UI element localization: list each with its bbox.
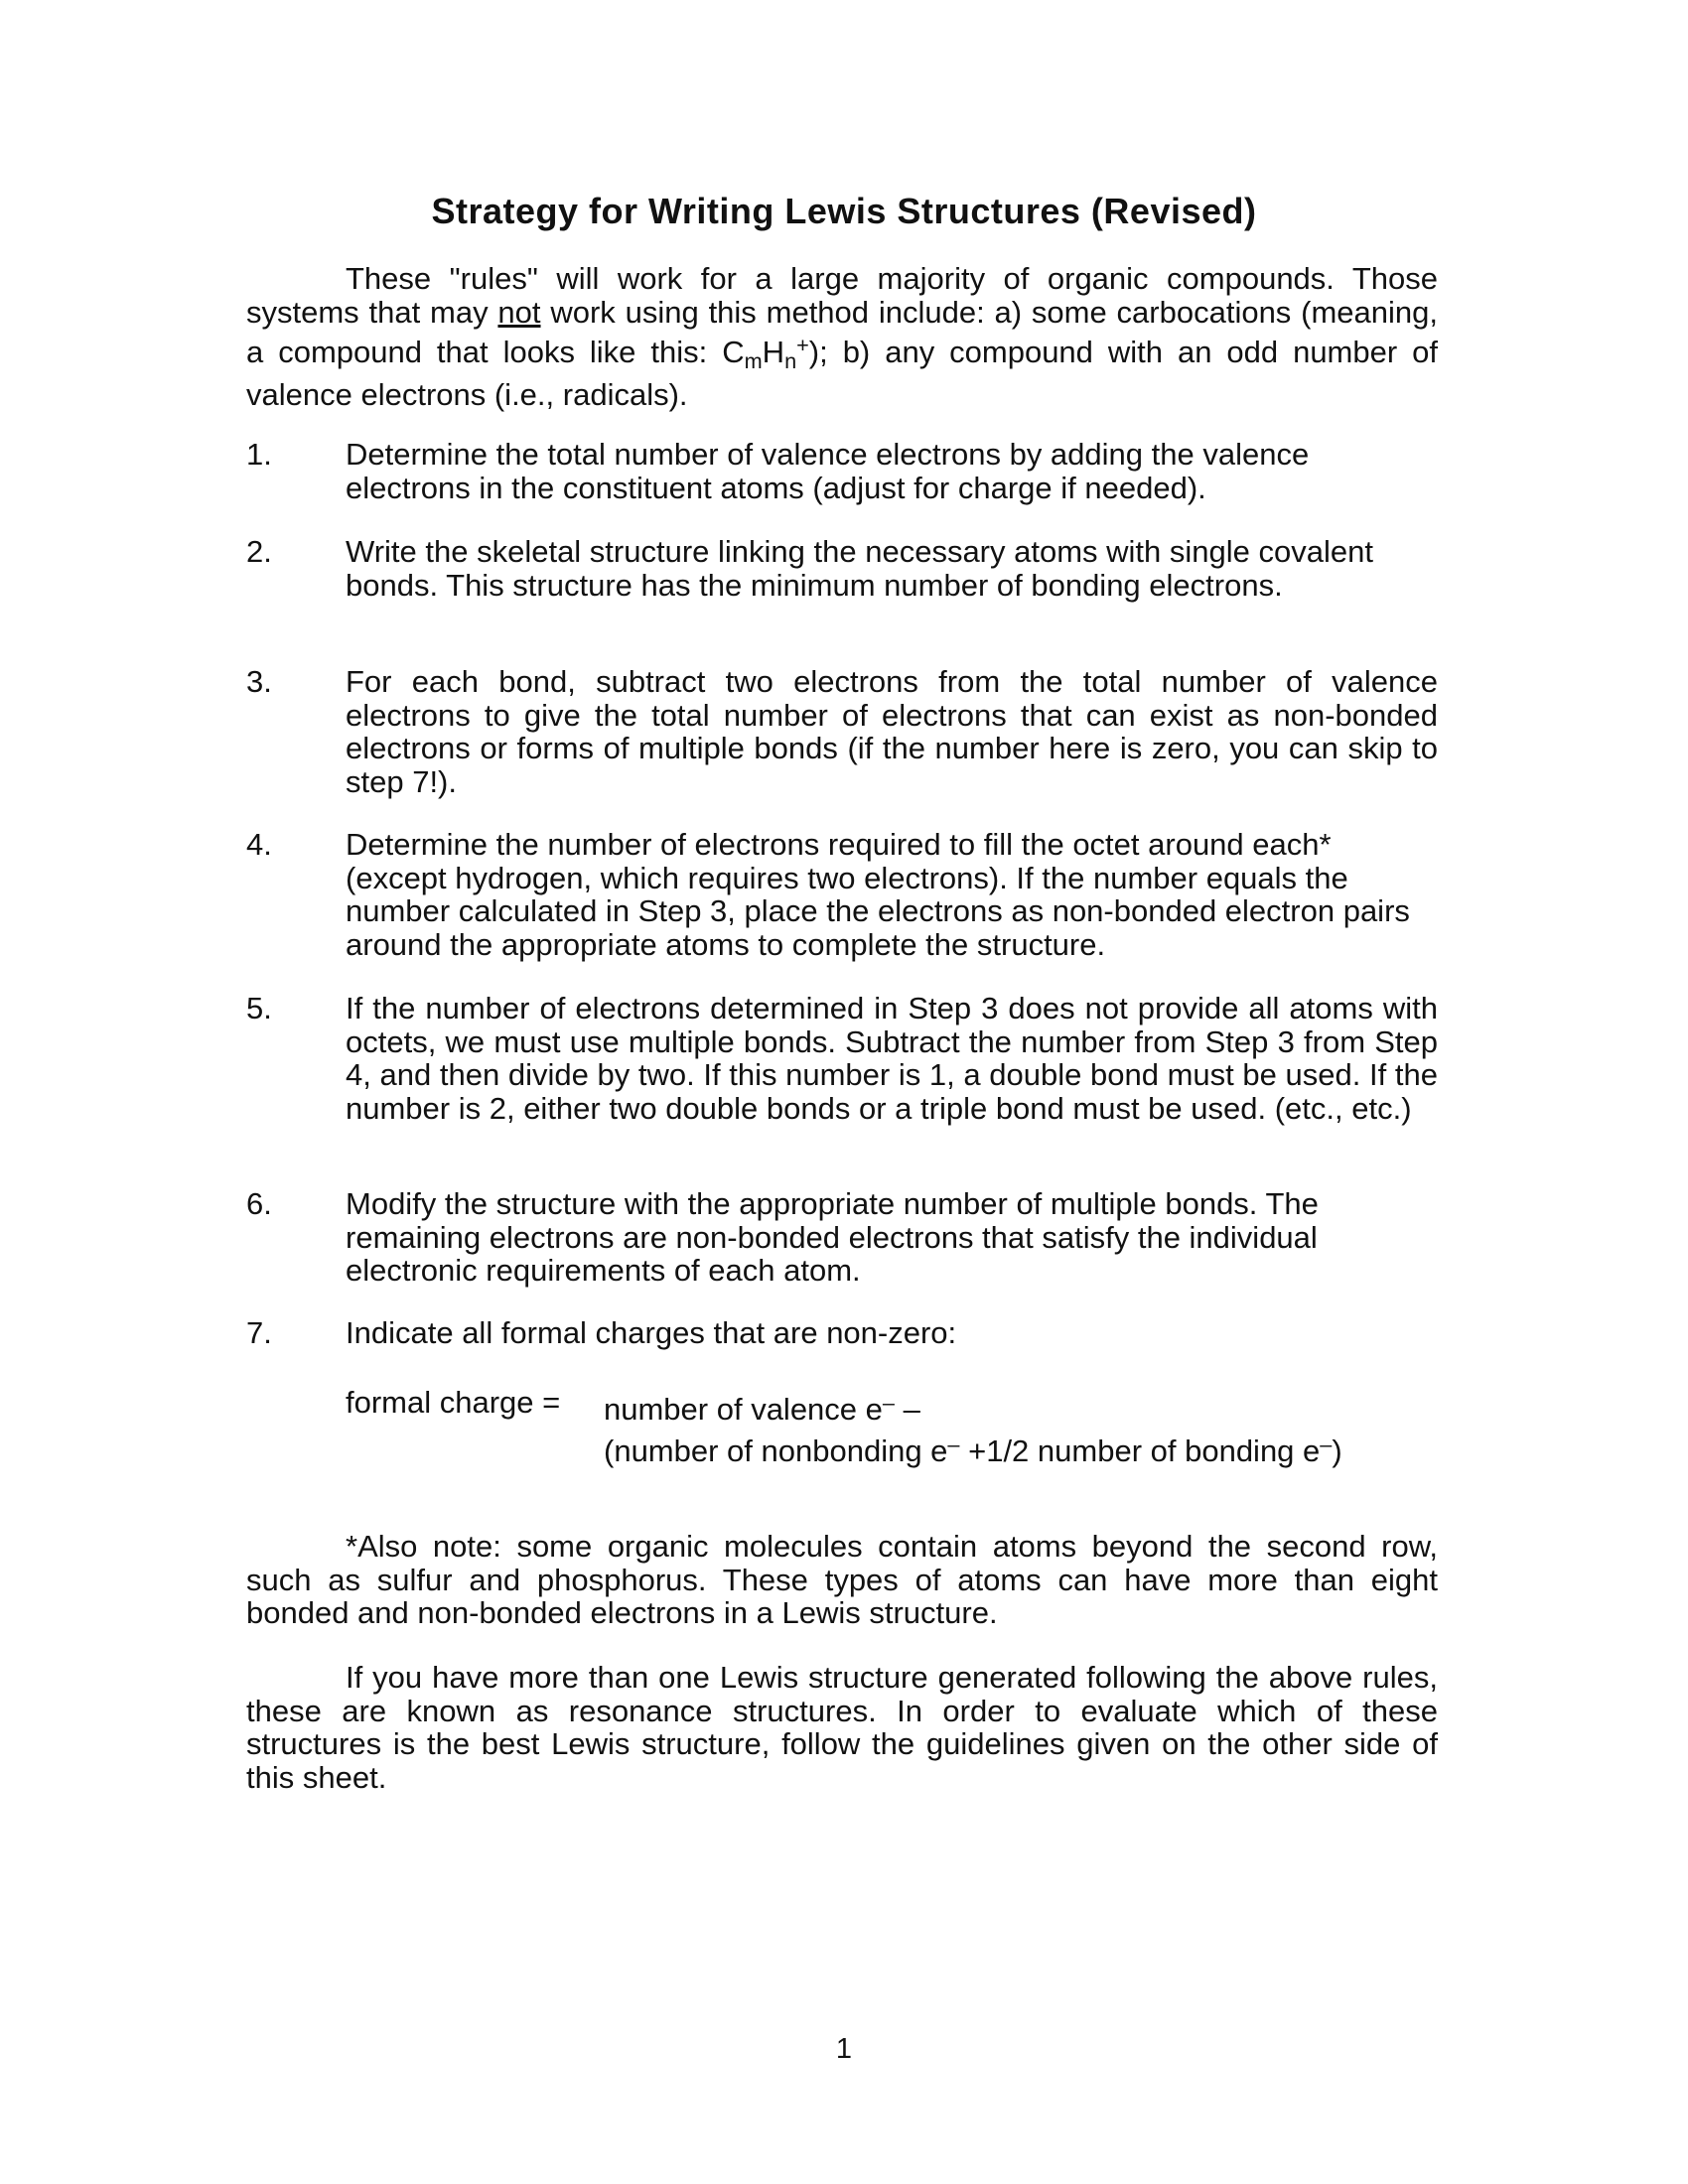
step-number: 5. xyxy=(246,991,272,1025)
page-number: 1 xyxy=(835,2033,853,2065)
step-5 xyxy=(246,992,1438,1125)
step-2 xyxy=(246,535,1438,602)
note-paragraph: *Also note: some organic molecules contain atoms beyond the second row, such as sulfur and phosphorus. These types of atoms can have more than eight bonded and non-bonded electrons in a Lewis structure. xyxy=(246,1529,1438,1630)
formal-charge-line-2: (number of nonbonding e– +1/2 number of bonding e–) xyxy=(604,1432,1342,1468)
resonance-paragraph: If you have more than one Lewis structure generated following the above rules, these are known as resonance structures. In order to evaluate which of these structures is the best Lewis structure, follow the guidelines given on the other side of this sheet. xyxy=(246,1660,1438,1795)
step-number: 2. xyxy=(246,534,272,569)
step-4 xyxy=(246,828,1438,961)
step-6 xyxy=(246,1187,1438,1288)
step-text: For each bond, subtract two electrons from the total number of valence electrons to give the total number of electrons that can exist as non-bonded electrons or forms of multiple bonds (if the number here is zero, you can skip to step 7!). xyxy=(346,664,1438,799)
step-text: Determine the total number of valence electrons by adding the valence electrons in the constituent atoms (adjust for charge if needed). xyxy=(346,437,1310,505)
superscript-plus: + xyxy=(796,333,809,357)
step-text: Indicate all formal charges that are non-zero: xyxy=(346,1315,957,1350)
step-text: Modify the structure with the appropriate number of multiple bonds. The remaining electrons are non-bonded electrons that satisfy the individual electronic requirements of each atom. xyxy=(346,1186,1319,1288)
formula-h: H xyxy=(762,335,785,369)
step-number: 3. xyxy=(246,664,272,699)
intro-underlined-word: not xyxy=(497,294,541,330)
step-number: 1. xyxy=(246,437,272,472)
step-1 xyxy=(246,438,1438,504)
intro-text-1: These "rules" will work for a large majority of organic compounds. Those systems that may xyxy=(246,261,1438,330)
step-3 xyxy=(246,665,1438,798)
formal-charge-label: formal charge = xyxy=(346,1385,561,1420)
subscript-m: m xyxy=(744,348,763,373)
step-text: If the number of electrons determined in Step 3 does not provide all atoms with octets, we must use multiple bonds. Subtract the number from Step 3 from Step 4, and then divide by two. If this number is 1, a double bond must be used. If the number is 2, either two double bonds or a triple bond must be used. (etc., etc.) xyxy=(346,991,1438,1126)
formal-charge-line-1: number of valence e– – xyxy=(604,1390,920,1427)
step-7 xyxy=(246,1316,1438,1350)
step-number: 6. xyxy=(246,1186,272,1221)
step-number: 4. xyxy=(246,827,272,862)
subscript-n: n xyxy=(784,348,797,373)
intro-text-2: work using this method include: a) some carbocations (meaning, a compound that looks like this: C xyxy=(246,294,1438,369)
page-title: Strategy for Writing Lewis Structures (Revised) xyxy=(431,191,1257,231)
step-text: Write the skeletal structure linking the necessary atoms with single covalent bonds. This structure has the minimum number of bonding electrons. xyxy=(346,534,1373,603)
step-text: Determine the number of electrons required to fill the octet around each* (except hydrogen, which requires two electrons). If the number equals the number calculated in Step 3, place the electrons as non-bonded electron pairs around the appropriate atoms to complete the structure. xyxy=(346,827,1410,962)
intro-paragraph xyxy=(246,262,1438,411)
step-number: 7. xyxy=(246,1315,272,1350)
intro-text-3: ); b) any compound with an odd number of valence electrons (i.e., radicals). xyxy=(246,335,1438,412)
